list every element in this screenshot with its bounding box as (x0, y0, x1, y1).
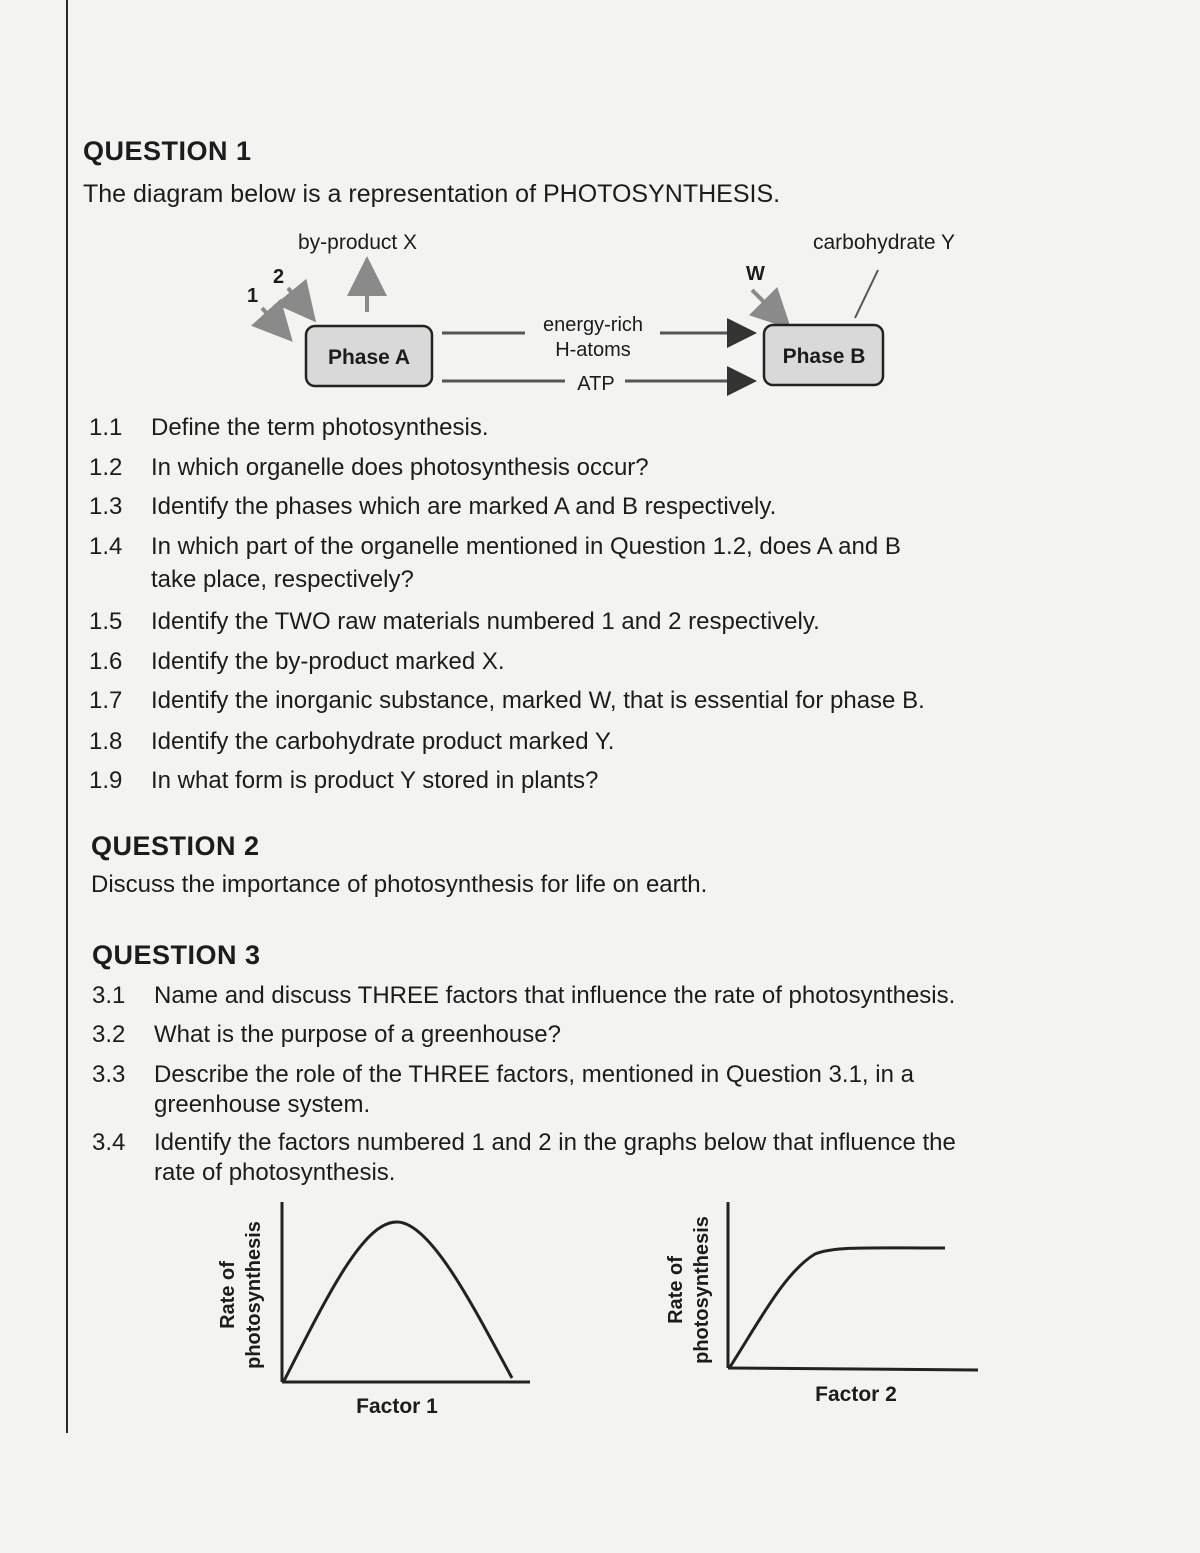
byproduct-x-label: by-product X (298, 231, 418, 254)
item-number: 3.3 (92, 1061, 126, 1088)
question2-heading: QUESTION 2 (91, 831, 260, 861)
item-text: Identify the inorganic substance, marked W, that is essential for phase B. (151, 687, 925, 714)
h-atoms-label: H-atoms (555, 339, 631, 361)
item-text: Identify the phases which are marked A and B respectively. (151, 493, 777, 520)
carbohydrate-y-label: carbohydrate Y (813, 231, 956, 254)
item-text: Identify the carbohydrate product marked Y. (151, 728, 615, 755)
item-text: Describe the role of the THREE factors, mentioned in Question 3.1, in a (154, 1061, 914, 1088)
item-text-continued: rate of photosynthesis. (154, 1159, 396, 1186)
item-number: 3.2 (92, 1021, 126, 1048)
w-label: W (746, 263, 765, 285)
phase-a-label: Phase A (327, 346, 411, 369)
raw-material-2-label: 2 (273, 266, 285, 288)
item-number: 3.1 (92, 982, 126, 1009)
arrow-carbohydrate-y (855, 270, 878, 318)
item-text-continued: take place, respectively? (151, 566, 414, 593)
item-text: What is the purpose of a greenhouse? (154, 1021, 561, 1048)
arrow-raw-material-1 (262, 308, 282, 330)
question1-intro: The diagram below is a representation of PHOTOSYNTHESIS. (83, 180, 781, 208)
item-text: Identify the TWO raw materials numbered 1 and 2 respectively. (151, 608, 820, 635)
item-number: 1.4 (89, 533, 123, 560)
item-text: In which part of the organelle mentioned in Question 1.2, does A and B (151, 533, 901, 560)
energy-rich-label: energy-rich (542, 314, 644, 336)
arrow-raw-material-2 (288, 288, 306, 310)
graph1-xlabel: Factor 1 (356, 1395, 438, 1418)
graph2-xlabel: Factor 2 (815, 1383, 897, 1406)
graph2-curve (730, 1248, 945, 1367)
graph-factor-2 (650, 1190, 1000, 1430)
item-number: 1.7 (89, 687, 123, 714)
item-text: In what form is product Y stored in plants? (151, 767, 599, 794)
item-text: Identify the by-product marked X. (151, 648, 505, 675)
item-number: 1.5 (89, 608, 123, 635)
question3-heading: QUESTION 3 (92, 940, 261, 970)
item-text: Identify the factors numbered 1 and 2 in the graphs below that influence the (154, 1129, 956, 1156)
graph1-curve (284, 1222, 512, 1381)
item-number: 3.4 (92, 1129, 126, 1156)
atp-label: ATP (577, 373, 615, 395)
item-text-continued: greenhouse system. (154, 1091, 371, 1118)
graph1-ylabel-line1: Rate of (217, 1261, 239, 1329)
item-number: 1.2 (89, 454, 123, 481)
graph1-ylabel-line2: photosynthesis (243, 1221, 265, 1369)
graph2-ylabel-line2: photosynthesis (691, 1216, 713, 1364)
question1-heading: QUESTION 1 (83, 136, 252, 166)
arrow-w (752, 290, 780, 318)
item-text: Name and discuss THREE factors that influence the rate of photosynthesis. (154, 982, 956, 1009)
item-number: 1.6 (89, 648, 123, 675)
photosynthesis-diagram (0, 0, 1200, 420)
item-number: 1.3 (89, 493, 123, 520)
raw-material-1-label: 1 (247, 285, 259, 307)
item-text: Define the term photosynthesis. (151, 414, 489, 441)
item-number: 1.9 (89, 767, 123, 794)
graph2-ylabel-line1: Rate of (665, 1256, 687, 1324)
question2-body: Discuss the importance of photosynthesis for life on earth. (91, 871, 708, 898)
item-text: In which organelle does photosynthesis occur? (151, 454, 649, 481)
item-number: 1.1 (89, 414, 123, 441)
phase-b-label: Phase B (782, 345, 866, 368)
graph2-x-axis (728, 1368, 978, 1370)
item-number: 1.8 (89, 728, 123, 755)
graph-factor-1 (200, 1190, 550, 1430)
